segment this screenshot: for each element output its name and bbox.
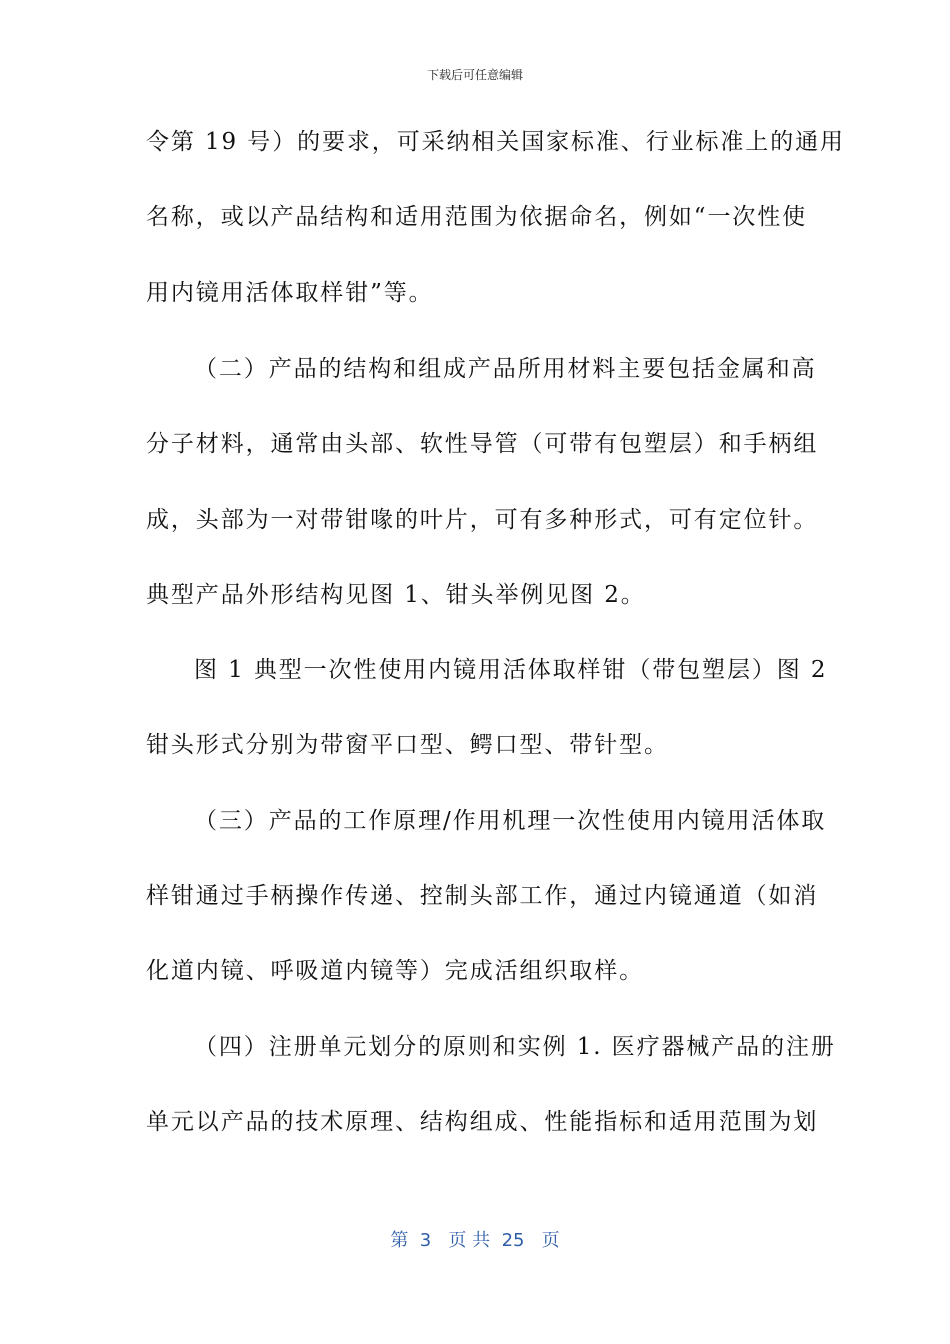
- text-line: 分子材料，通常由头部、软性导管（可带有包塑层）和手柄组: [146, 431, 819, 457]
- text-line: 图 1 典型一次性使用内镜用活体取样钳（带包塑层）图 2: [194, 657, 828, 683]
- text-line: （二）产品的结构和组成产品所用材料主要包括金属和高: [194, 356, 817, 382]
- text-line: 样钳通过手柄操作传递、控制头部工作，通过内镜通道（如消: [146, 883, 819, 909]
- text-line: 名称，或以产品结构和适用范围为依据命名，例如“一次性使: [146, 204, 808, 230]
- page-header: 下载后可任意编辑: [426, 68, 523, 82]
- text-line: 钳头形式分别为带窗平口型、鳄口型、带针型。: [146, 732, 669, 758]
- text-line: 典型产品外形结构见图 1、钳头举例见图 2。: [146, 582, 646, 608]
- text-line: （三）产品的工作原理/作用机理一次性使用内镜用活体取: [194, 808, 827, 834]
- text-line: 化道内镜、呼吸道内镜等）完成活组织取样。: [146, 958, 644, 984]
- text-line: （四）注册单元划分的原则和实例 1. 医疗器械产品的注册: [194, 1034, 836, 1060]
- text-line: 令第 19 号）的要求，可采纳相关国家标准、行业标准上的通用: [146, 129, 845, 155]
- text-line: 成，头部为一对带钳喙的叶片，可有多种形式，可有定位针。: [146, 507, 819, 533]
- text-line: 用内镜用活体取样钳”等。: [146, 280, 434, 306]
- text-line: 单元以产品的技术原理、结构组成、性能指标和适用范围为划: [146, 1109, 819, 1135]
- page-footer: 第 3 页 共 25 页: [390, 1230, 560, 1251]
